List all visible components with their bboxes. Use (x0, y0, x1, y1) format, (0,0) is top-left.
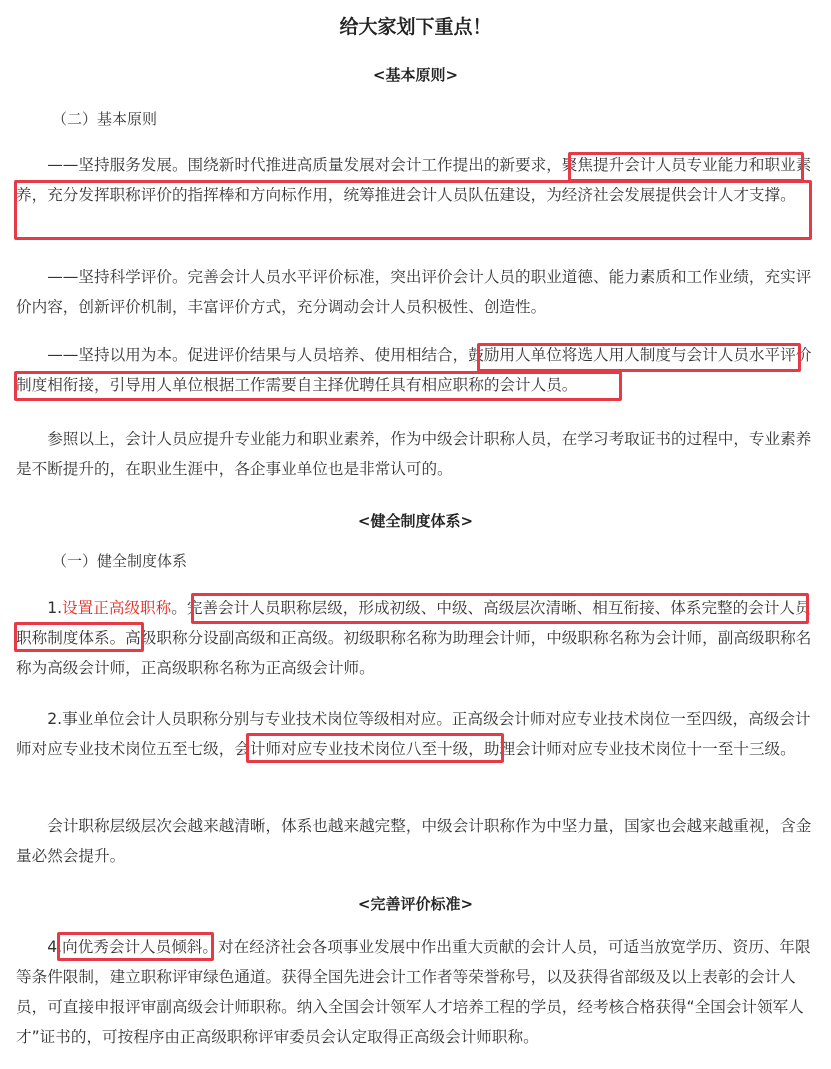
subheading-basic-principles: （二）基本原则 (52, 110, 158, 128)
paragraph-post-levels (16, 704, 816, 764)
page-title: 给大家划下重点！ (339, 16, 492, 38)
item-number: 1. (47, 599, 63, 617)
section-heading-evaluation: <完善评价标准> (357, 895, 474, 913)
paragraph-text: 对在经济社会各项事业发展中作出重大贡献的会计人员，可适当放宽学历、资历、年限等条件限制，建立职称评审绿色通道。获得全国先进会计工作者等荣誉称号，以及获得省部级及以上表彰的会计人员，可直接申报评审副高级会计师职称。纳入全国会计领军人才培养工程的学员，经考核合格获得“全国会计领军人才”证书的，可按程序由正高级职称评审委员会认定取得正高级会计师职称。 (16, 938, 811, 1046)
paragraph-serve-development (16, 150, 816, 210)
section-heading-basic-principles: <基本原则> (372, 66, 459, 84)
item-number: 4. (47, 938, 63, 956)
highlighted-text: 完善会计人员职称层级，形成初级、中级、高级层次清晰、相互衔接、体系完整的会计人员职称制度体系。 (16, 599, 811, 647)
paragraph-senior-title (16, 593, 816, 683)
section-heading-system: <健全制度体系> (357, 512, 474, 530)
paragraph-text: 高级职称分设副高级和正高级。初级职称名称为助理会计师，中级职称名称为会计师，副高级职称名称为高级会计师，正高级职称名称为正高级会计师。 (16, 629, 812, 677)
paragraph-text: ——坚持以用为本。促进评价结果与人员培养、使用相结合， (47, 346, 469, 364)
paragraph-scientific-evaluation: ——坚持科学评价。完善会计人员水平评价标准，突出评价会计人员的职业道德、能力素质和工作业绩，充实评价内容，创新评价机制，丰富评价方式，充分调动会计人员积极性、创造性。 (16, 268, 812, 316)
red-emphasis-text: 设置正高级职称 (62, 599, 172, 617)
paragraph-summary-2: 会计职称层级层次会越来越清晰，体系也越来越完整，中级会计职称作为中坚力量，国家也会越来越重视，含金量必然会提升。 (16, 817, 812, 865)
paragraph-excellent-staff (16, 932, 816, 1052)
highlighted-text: 鼓励用人单位将选人用人制度与会计人员水平评价制度相衔接，引导用人单位根据工作需要自主择优聘任具有相应职称的会计人员。 (16, 346, 812, 394)
paragraph-text: 2.事业单位会计人员职称分别与专业技术岗位等级相对应。正高级会计师对应专业技术岗位一至四级，高级会计师对应专业技术岗位五至七级， (16, 710, 811, 758)
paragraph-text: 。 (171, 599, 187, 617)
paragraph-summary-1: 参照以上，会计人员应提升专业能力和职业素养，作为中级会计职称人员，在学习考取证书的过程中，专业素养是不断提升的，在职业生涯中，各企事业单位也是非常认可的。 (16, 430, 812, 478)
highlighted-text: 聚焦提升会计人员专业能力和职业素养，充分发挥职称评价的指挥棒和方向标作用，统筹推进会计人员队伍建设，为经济社会发展提供会计人才支撑。 (16, 156, 812, 204)
highlighted-text: 向优秀会计人员倾斜。 (62, 938, 219, 956)
paragraph-text: ——坚持服务发展。围绕新时代推进高质量发展对会计工作提出的新要求， (47, 156, 562, 174)
subheading-system: （一）健全制度体系 (52, 552, 188, 570)
paragraph-text: ，助理会计师对应专业技术岗位十一至十三级。 (468, 740, 796, 758)
paragraph-use-oriented (16, 340, 816, 400)
highlighted-text: 会计师对应专业技术岗位八至十级 (234, 740, 469, 758)
